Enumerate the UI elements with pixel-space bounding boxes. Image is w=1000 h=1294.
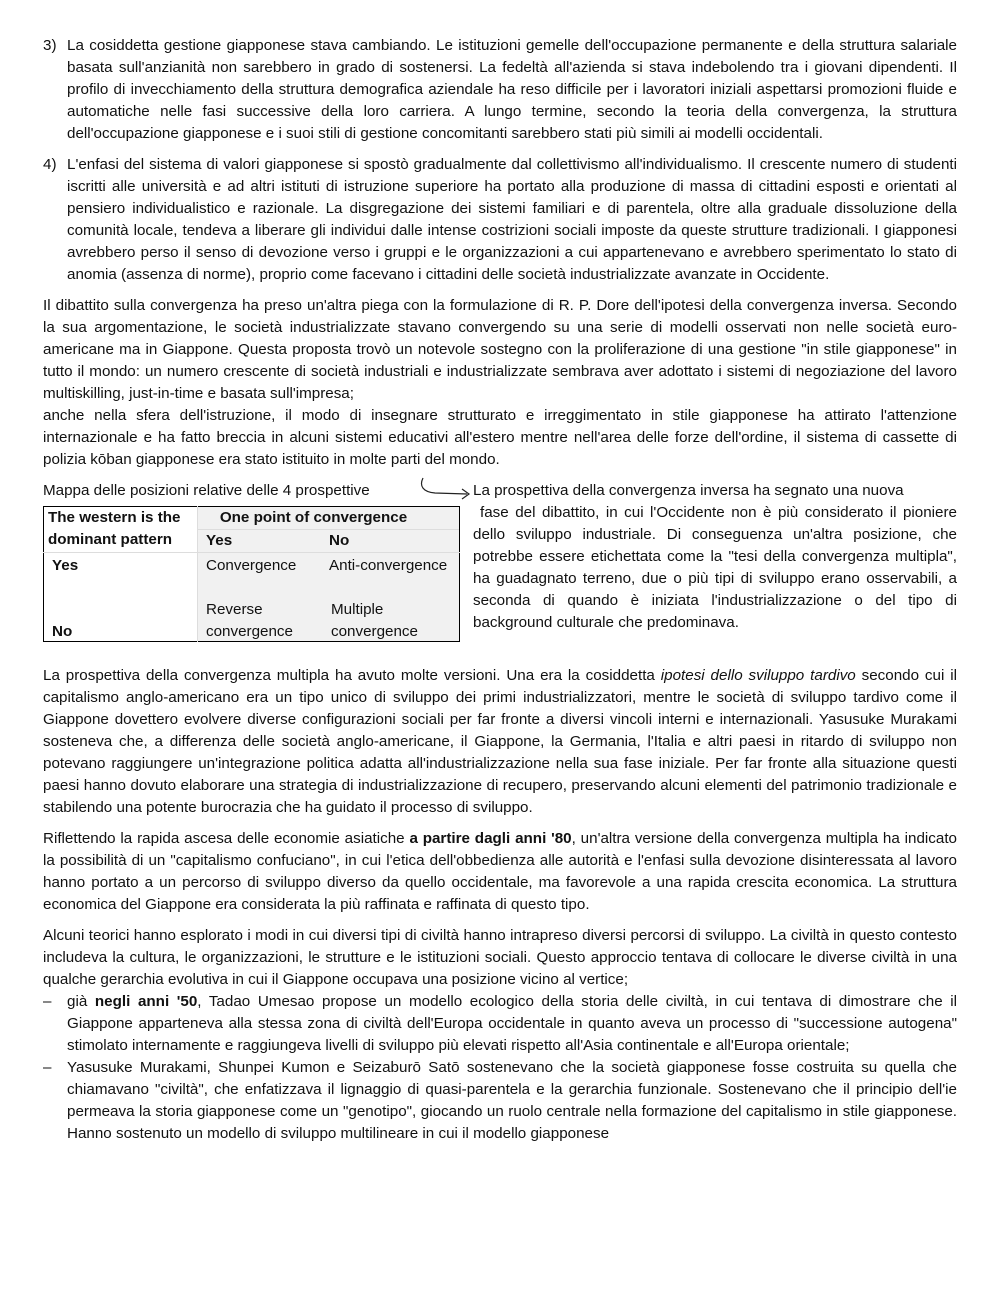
row-no: No [52, 623, 73, 640]
document-page [43, 35, 957, 1145]
bullet-text [67, 991, 957, 1057]
text-segment: La prospettiva della convergenza multipla ha avuto molte versioni. Una era la cosiddetta [43, 667, 661, 684]
italic-term: ipotesi dello sviluppo tardivo [660, 667, 856, 684]
bold-term: negli anni '50 [94, 993, 198, 1010]
cell-reverse-line1: Reverse [206, 601, 263, 618]
side-paragraph [473, 480, 957, 634]
cell-reverse-convergence [206, 599, 293, 643]
header-no: No [329, 532, 350, 549]
header-yes: Yes [206, 532, 233, 549]
header-western-line2: dominant pattern [48, 531, 173, 548]
dash-bullet: – [43, 993, 52, 1010]
item-text: La cosiddetta gestione giapponese stava cambiando. Le istituzioni gemelle dell'occupazione permanente e della struttura salariale basata sull'anzianità non sarebbero in grado di sostenersi. La fedeltà all'azienda si stava indebolendo tra i giovani dipendenti. Il profilo di invecchiamento della struttura demografica aziendale ha reso difficile per i lavoratori iniziali aspettarsi promozioni fluide e automatiche nelle fasi successive della loro carriera. A lungo termine, secondo la teoria della convergenza, la struttura dell'occupazione giapponese e i suoi stili di gestione concomitanti sarebbero stati più simili ai modelli occidentali. [67, 37, 957, 142]
paragraph-multiple-convergence [43, 665, 957, 819]
column-yes [198, 553, 326, 642]
item-number: 3) [43, 37, 57, 54]
perspectives-table [43, 506, 460, 642]
text-segment: già [67, 993, 95, 1010]
paragraph-dore-text: Il dibattito sulla convergenza ha preso un'altra piega con la formulazione di R. P. Dore dell'ipotesi della convergenza inversa. Secondo la sua argomentazione, le società industrializzate stavano convergendo su una serie di modelli osservati non nelle società euro-americane ma in Giappone. Questa proposta trovò un notevole sostegno con la proliferazione di una gestione "in stile giapponese" in tutto il mondo: un numero crescente di società industriali e industrializzate sembrava aver adottato i sistemi di negoziazione del lavoro multiskilling, just-in-time e basata sull'impresa; [43, 297, 957, 402]
numbered-item-4 [43, 154, 957, 286]
paragraph-dore [43, 295, 957, 471]
header-western [44, 507, 198, 553]
text-segment: Riflettendo la rapida ascesa delle economie asiatiche [43, 830, 410, 847]
paragraph-asian-economies [43, 828, 957, 916]
paragraph-dore-continued: anche nella sfera dell'istruzione, il modo di insegnare strutturato e irreggimentato in stile giapponese ha attirato l'attenzione internazionale e ha fatto breccia in alcuni sistemi educativi all'estero mentre nell'area delle forze dell'ordine, il sistema di cassette di polizia kōban giapponese era stato istituito in molte parti del mondo. [43, 407, 957, 468]
row-yes: Yes [52, 557, 79, 574]
side-paragraph-first-line: La prospettiva della convergenza inversa ha segnato una nuova [473, 482, 904, 499]
cell-multiple-convergence [331, 599, 418, 643]
bullet-text: Yasusuke Murakami, Shunpei Kumon e Seizaburō Satō sostenevano che la società giapponese fosse costruita su quella che chiamavano "civiltà", che enfatizzava il lignaggio di quasi-parentela e la gerarchia funzionale. Sostenevano che il principio dell'ie permeava la storia giapponese come un "genotipo", giocando un ruolo centrale nella formazione del capitalismo in stile giapponese. Hanno sostenuto un modello di sviluppo multilineare in cui il modello giapponese [67, 1059, 957, 1142]
column-no [325, 553, 460, 642]
bold-term: a partire dagli anni '80 [409, 830, 572, 847]
row-labels [44, 553, 198, 642]
cell-multiple-line2: convergence [331, 623, 418, 640]
side-paragraph-rest: fase del dibattito, in cui l'Occidente non è più considerato il pioniere dello sviluppo industriale. Di conseguenza un'altra posizione, che potrebbe essere etichettata come la "tesi della convergenza multipla", ha guadagnato terreno, due o più tipi di sviluppo erano osservabili, a seconda di quando è iniziata l'industrializzazione o del tipo di background culturale che predominava. [473, 504, 957, 631]
cell-reverse-line2: convergence [206, 623, 293, 640]
text-segment: , un'altra versione della convergenza multipla ha indicato la possibilità di un "capitalismo confuciano", in cui l'etica dell'obbedienza alle autorità e l'enfasi sulla devozione disinteressata al lavoro hanno portato a un percorso di sviluppo diverso da quello occidentale, ma favorevole a una rapida crescita economica. La struttura economica del Giappone era considerata la più raffinata e raffinata di questo tipo. [43, 830, 957, 913]
text-segment: , Tadao Umesao propose un modello ecologico della storia delle civiltà, in cui tentava di dimostrare che il Giappone apparteneva alla stessa zona di civiltà dell'Europa occidentale in quanto aveva un processo di "successione autogena" stimolato internamente e raggiungeva livelli di sviluppo più elevati rispetto all'Asia continentale e all'Europa orientale; [67, 993, 957, 1054]
text-segment: secondo cui il capitalismo anglo-americano era un tipo unico di sviluppo dei primi industrializzatori, mentre le società di sviluppo tardivo come il Giappone dovettero evolvere diverse configurazioni sociali per far fronte a diversi vincoli interni e internazionali. Yasusuke Murakami sosteneva che, a differenza delle società anglo-americane, il Giappone, la Germania, l'Italia e altri paesi in ritardo di sviluppo non potevano raggiungere un'integrazione politica adatta all'industrializzazione nella sua fase iniziale. Per far fronte alla situazione questi paesi hanno dovuto elaborare una strategia di industrializzazione di recupero, preservando alcuni elementi del patrimonio tradizionale e stabilendo una potente burocrazia che ha guidato il processo di sviluppo. [43, 667, 957, 816]
item-text: L'enfasi del sistema di valori giapponese si spostò gradualmente dal collettivismo all'individualismo. Il crescente numero di studenti iscritti alle università e ad altri istituti di istruzione superiore ha portato alla produzione di massa di cittadini esposti e orientati al pensiero individualistico e razionale. La disgregazione dei sistemi familiari e di parentela, oltre alla graduale dissoluzione della comunità locale, tendeva a liberare gli individui dalle intense costrizioni sociali imposte da queste strutture tradizionali. I giapponesi avrebbero perso il senso di devozione verso i gruppi e le organizzazioni a cui appartenevano e avrebbero sperimentato lo stato di anomia (assenza di norme), proprio come facevano i cittadini delle società industrializzate avanzate in Occidente. [67, 156, 957, 283]
cell-convergence: Convergence [206, 557, 297, 574]
header-western-line1: The western is the [48, 509, 181, 526]
cell-anti-convergence: Anti-convergence [329, 557, 448, 574]
header-point: One point of convergence [198, 507, 459, 530]
cell-multiple-line1: Multiple [331, 601, 384, 618]
figure-section [43, 480, 957, 656]
header-convergence [198, 507, 460, 553]
bullet-item-umesao [43, 991, 957, 1057]
numbered-item-3 [43, 35, 957, 145]
map-caption: Mappa delle posizioni relative delle 4 prospettive [43, 482, 370, 499]
item-number: 4) [43, 156, 57, 173]
bullet-item-murakami [43, 1057, 957, 1145]
arrow-icon [419, 476, 475, 502]
dash-bullet: – [43, 1059, 52, 1076]
paragraph-civilizations: Alcuni teorici hanno esplorato i modi in cui diversi tipi di civiltà hanno intrapreso diversi percorsi di sviluppo. La civiltà in questo contesto includeva la cultura, le organizzazioni, le strutture e le istituzioni sociali. Questo approccio tentava di collocare le diverse civiltà in una qualche gerarchia evolutiva in cui il Giappone occupava una posizione vicino al vertice; [43, 927, 957, 988]
